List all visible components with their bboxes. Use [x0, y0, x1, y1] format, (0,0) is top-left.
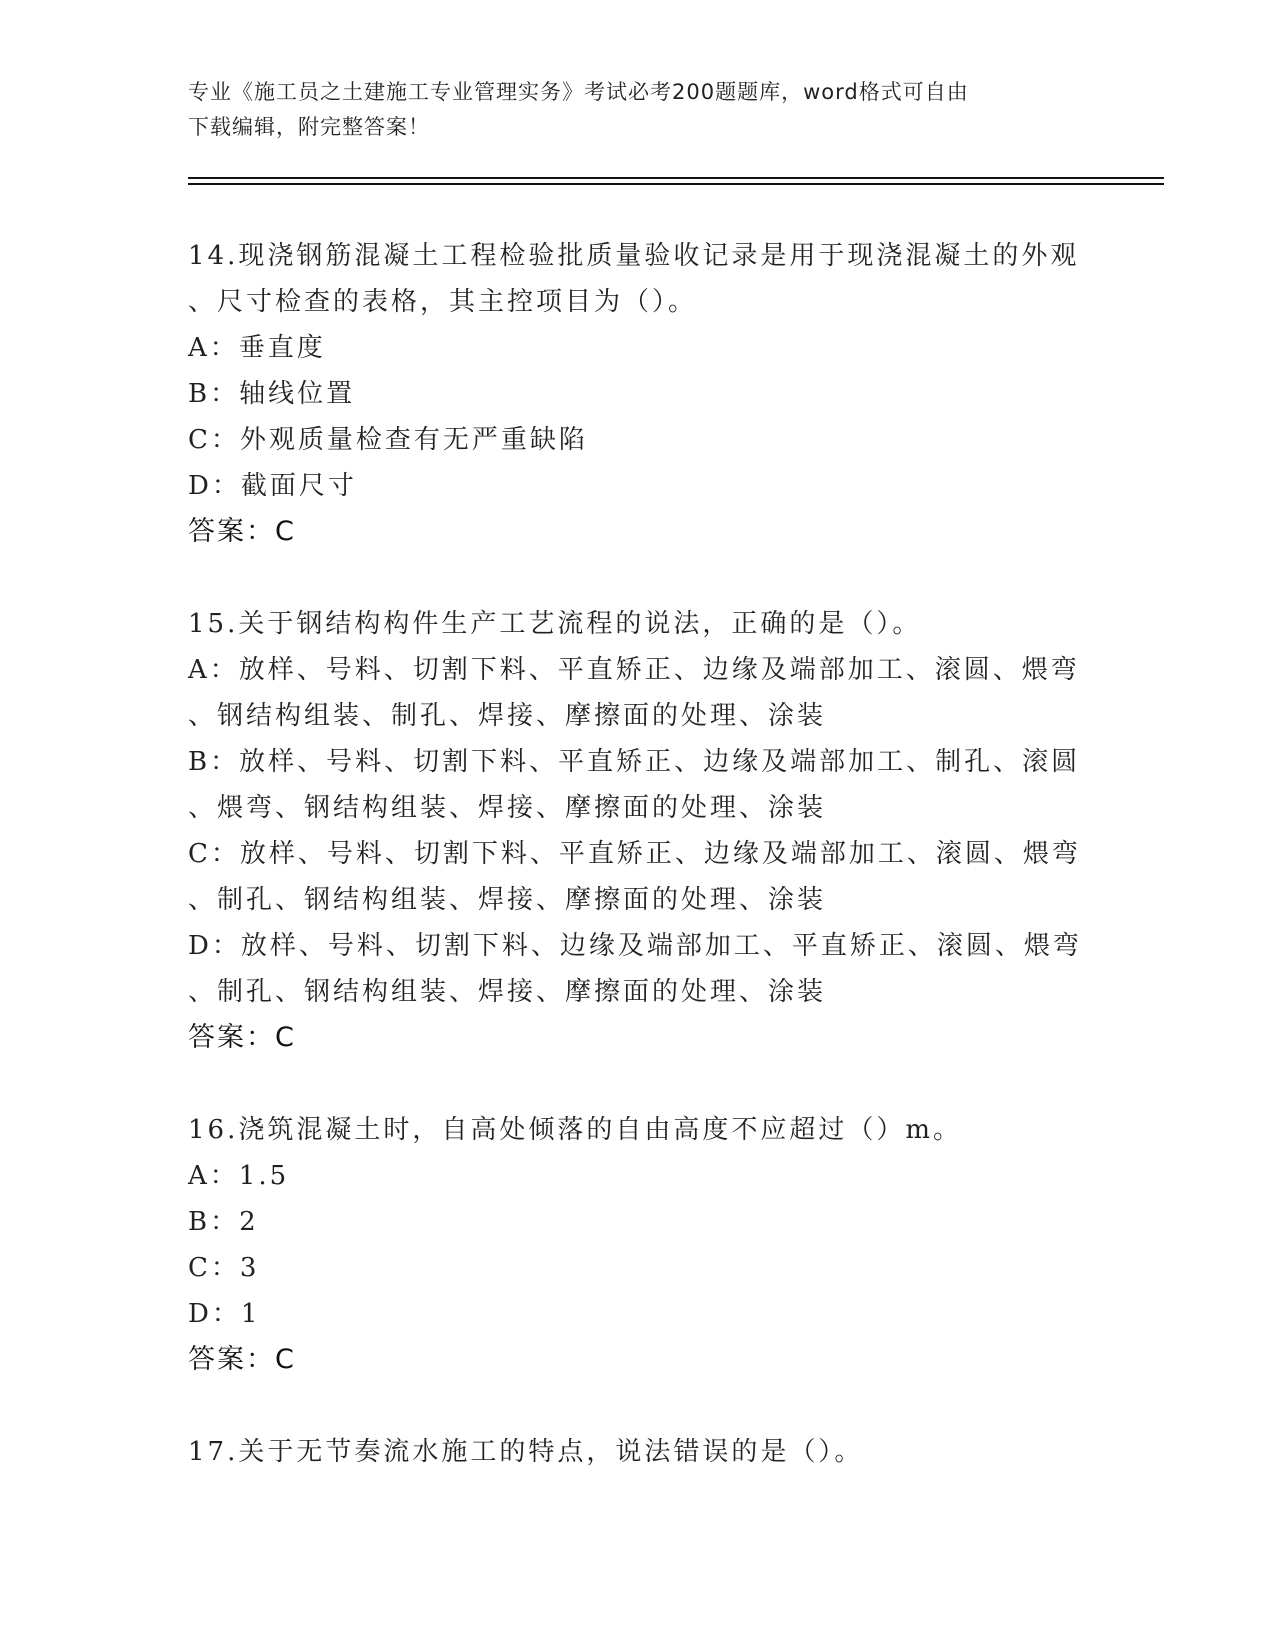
answer-option: 、制孔、钢结构组装、焊接、摩擦面的处理、涂装 — [188, 885, 827, 915]
answer-option: B：放样、号料、切割下料、平直矫正、边缘及端部加工、制孔、滚圆 — [188, 747, 1081, 777]
question-list — [188, 233, 1088, 1521]
header-line-1: 专业《施工员之土建施工专业管理实务》考试必考200题题库，word格式可自由 — [188, 80, 969, 104]
question-block — [188, 1429, 1088, 1475]
question-block — [188, 1107, 1088, 1383]
answer-option: B：2 — [188, 1207, 259, 1237]
answer-option: A：1.5 — [188, 1161, 290, 1191]
answer-option: C：3 — [188, 1253, 260, 1283]
answer-option: D：1 — [188, 1299, 261, 1329]
answer-option: C：外观质量检查有无严重缺陷 — [188, 425, 588, 455]
question-stem: 14.现浇钢筋混凝土工程检验批质量验收记录是用于现浇混凝土的外观 — [188, 241, 1080, 271]
header-divider-bottom — [188, 183, 1164, 185]
answer-option: B：轴线位置 — [188, 379, 356, 409]
answer-option: A：垂直度 — [188, 333, 326, 363]
answer-option: 、煨弯、钢结构组装、焊接、摩擦面的处理、涂装 — [188, 793, 827, 823]
answer-option: D：放样、号料、切割下料、边缘及端部加工、平直矫正、滚圆、煨弯 — [188, 931, 1082, 961]
answer-option: 、制孔、钢结构组装、焊接、摩擦面的处理、涂装 — [188, 977, 827, 1007]
answer-option: D：截面尺寸 — [188, 471, 357, 501]
document-header — [188, 75, 1068, 145]
answer-key: 答案：C — [188, 516, 296, 547]
question-block — [188, 601, 1088, 1061]
answer-option: C：放样、号料、切割下料、平直矫正、边缘及端部加工、滚圆、煨弯 — [188, 839, 1081, 869]
question-stem: 16.浇筑混凝土时，自高处倾落的自由高度不应超过（）m。 — [188, 1115, 963, 1145]
header-divider-top — [188, 177, 1164, 179]
answer-option: A：放样、号料、切割下料、平直矫正、边缘及端部加工、滚圆、煨弯 — [188, 655, 1080, 685]
question-stem: 17.关于无节奏流水施工的特点，说法错误的是（）。 — [188, 1437, 864, 1467]
question-stem: 15.关于钢结构构件生产工艺流程的说法，正确的是（）。 — [188, 609, 922, 639]
question-block — [188, 233, 1088, 555]
question-stem: 、尺寸检查的表格，其主控项目为（）。 — [188, 287, 698, 317]
header-line-2: 下载编辑，附完整答案！ — [188, 115, 430, 139]
answer-key: 答案：C — [188, 1344, 296, 1375]
answer-key: 答案：C — [188, 1022, 296, 1053]
answer-option: 、钢结构组装、制孔、焊接、摩擦面的处理、涂装 — [188, 701, 827, 731]
